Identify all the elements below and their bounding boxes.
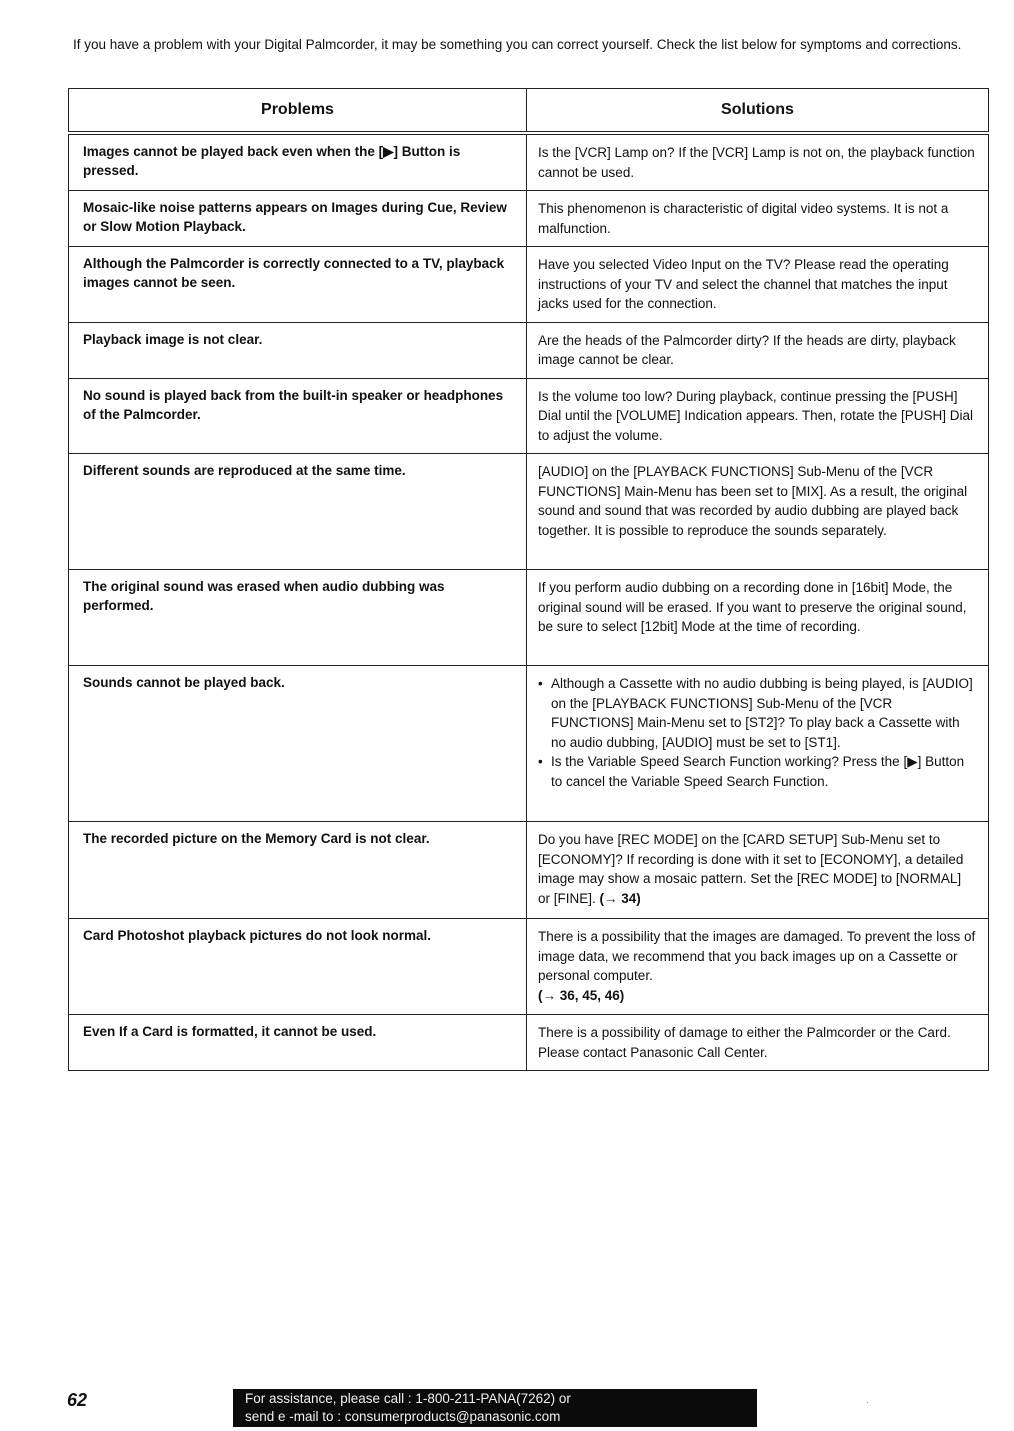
problem-cell: Playback image is not clear. (69, 322, 527, 378)
solution-cell: Have you selected Video Input on the TV? Please read the operating instructions of your TV and select the channel that matches the input jacks used for the connection. (527, 247, 989, 323)
solution-bullet-list (538, 674, 976, 791)
problem-cell: No sound is played back from the built-in speaker or headphones of the Palmcorder. (69, 378, 527, 454)
table-row (69, 666, 989, 822)
problem-cell: Card Photoshot playback pictures do not look normal. (69, 919, 527, 1015)
problem-cell: Sounds cannot be played back. (69, 666, 527, 822)
table-row (69, 570, 989, 666)
page-reference: (→ 34) (599, 890, 641, 906)
table-row (69, 133, 989, 191)
troubleshooting-table (68, 88, 989, 1071)
solution-bullet: • Although a Cassette with no audio dubbing is being played, is [AUDIO] on the [PLAYBACK FUNCTIONS] Sub-Menu of the [VCR FUNCTIONS] Main-Menu set to [ST2]? To play back a Cassette with no audio dubbing, [AUDIO] must be set to [ST1]. (538, 674, 976, 752)
page-reference: (→ 36, 45, 46) (538, 987, 625, 1003)
table-row (69, 454, 989, 570)
problem-cell: Different sounds are reproduced at the same time. (69, 454, 527, 570)
solution-cell (527, 919, 989, 1015)
solution-cell: Are the heads of the Palmcorder dirty? If the heads are dirty, playback image cannot be clear. (527, 322, 989, 378)
table-row (69, 322, 989, 378)
solution-cell: There is a possibility of damage to either the Palmcorder or the Card. Please contact Panasonic Call Center. (527, 1015, 989, 1071)
solution-cell: Is the volume too low? During playback, continue pressing the [PUSH] Dial until the [VOLUME] Indication appears. Then, rotate the [PUSH] Dial to adjust the volume. (527, 378, 989, 454)
solutions-header: Solutions (527, 89, 989, 134)
solution-cell: If you perform audio dubbing on a recording done in [16bit] Mode, the original sound will be erased. If you want to preserve the original sound, be sure to select [12bit] Mode at the time of recording. (527, 570, 989, 666)
solution-cell (527, 822, 989, 919)
table-row (69, 191, 989, 247)
assistance-email: send e -mail to : consumerproducts@panasonic.com (245, 1409, 561, 1424)
intro-text: If you have a problem with your Digital Palmcorder, it may be something you can correct yourself. Check the list below for symptoms and corrections. (73, 37, 962, 52)
table-header-row (69, 89, 989, 134)
problem-cell: The original sound was erased when audio dubbing was performed. (69, 570, 527, 666)
table-row (69, 378, 989, 454)
scan-speck: · (866, 1398, 869, 1407)
assistance-phone: For assistance, please call : 1-800-211-PANA(7262) or (245, 1391, 571, 1406)
table-row (69, 822, 989, 919)
table-row (69, 1015, 989, 1071)
problem-cell: Even If a Card is formatted, it cannot be used. (69, 1015, 527, 1071)
table-row (69, 247, 989, 323)
problem-cell: Mosaic-like noise patterns appears on Images during Cue, Review or Slow Motion Playback. (69, 191, 527, 247)
solution-cell (527, 666, 989, 822)
problem-cell: Although the Palmcorder is correctly connected to a TV, playback images cannot be seen. (69, 247, 527, 323)
assistance-banner (233, 1389, 757, 1427)
solution-cell: Is the [VCR] Lamp on? If the [VCR] Lamp is not on, the playback function cannot be used. (527, 133, 989, 191)
solution-cell: This phenomenon is characteristic of digital video systems. It is not a malfunction. (527, 191, 989, 247)
solution-text: Do you have [REC MODE] on the [CARD SETUP] Sub-Menu set to [ECONOMY]? If recording is done with it set to [ECONOMY], a detailed image may show a mosaic pattern. Set the [REC MODE] to [NORMAL] or [FINE]. (538, 832, 964, 906)
problem-cell: The recorded picture on the Memory Card is not clear. (69, 822, 527, 919)
problems-header: Problems (69, 89, 527, 134)
page-number: 62 (67, 1390, 88, 1410)
problem-cell: Images cannot be played back even when the [▶] Button is pressed. (69, 133, 527, 191)
solution-cell: [AUDIO] on the [PLAYBACK FUNCTIONS] Sub-Menu of the [VCR FUNCTIONS] Main-Menu has been set to [MIX]. As a result, the original sound and sound that was recorded by audio dubbing are played back together. It is possible to reproduce the sounds separately. (527, 454, 989, 570)
solution-text: There is a possibility that the images are damaged. To prevent the loss of image data, we recommend that you back images up on a Cassette or personal computer. (538, 929, 976, 983)
solution-bullet: • Is the Variable Speed Search Function working? Press the [▶] Button to cancel the Variable Speed Search Function. (538, 752, 976, 791)
table-row (69, 919, 989, 1015)
